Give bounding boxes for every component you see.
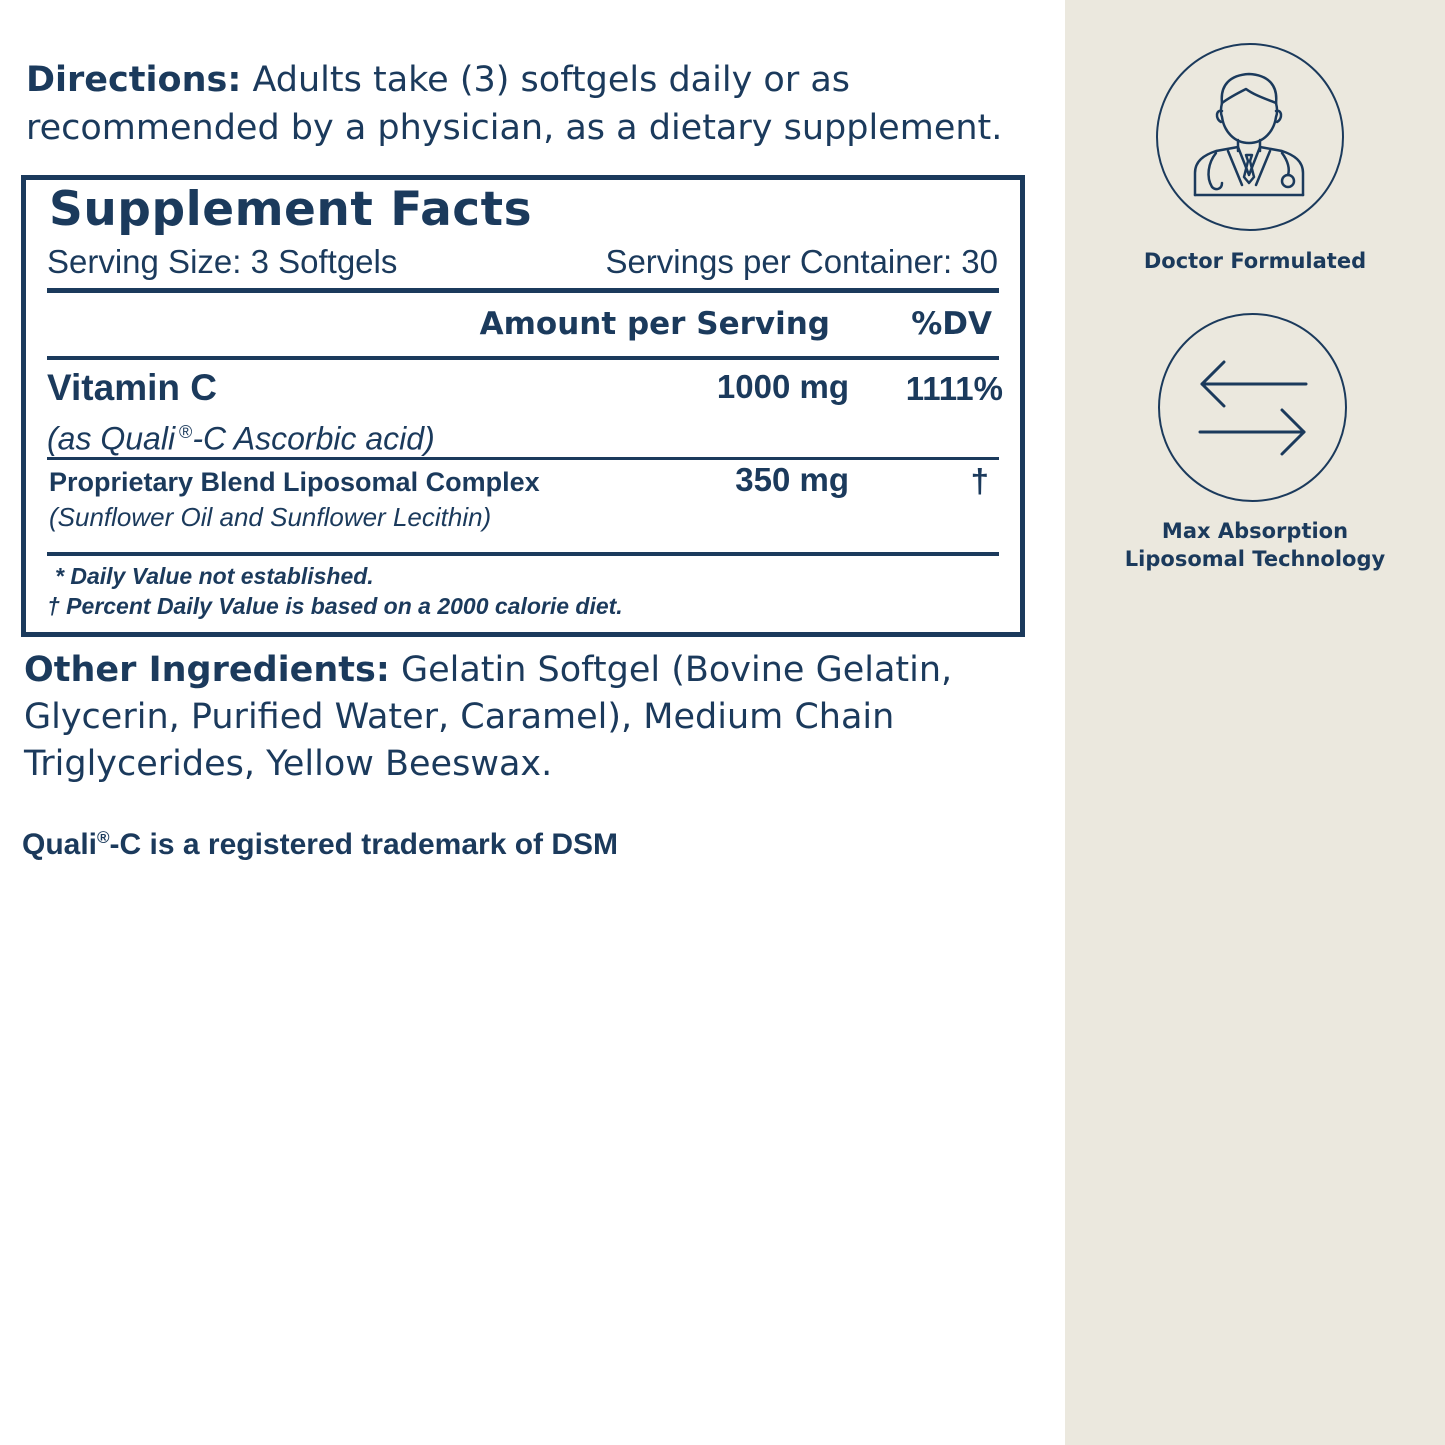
serving-size: Serving Size: 3 Softgels xyxy=(47,243,398,280)
ingredient-source: (Sunflower Oil and Sunflower Lecithin) xyxy=(49,502,492,532)
badge-label-max-absorption xyxy=(1065,517,1445,573)
divider-row xyxy=(47,457,999,460)
benefits-sidebar xyxy=(1065,0,1445,1445)
servings-per-container: Servings per Container: 30 xyxy=(605,243,998,280)
ingredient-dv: † xyxy=(970,462,989,499)
ingredient-source xyxy=(47,412,435,459)
other-ingredients-body: Gelatin Softgel (Bovine Gelatin, Glycerin, Purified Water, Caramel), Medium Chain Triglycerides, Yellow Beeswax. xyxy=(24,650,953,784)
ingredient-name: Proprietary Blend Liposomal Complex xyxy=(49,467,540,497)
doctor-icon xyxy=(1158,45,1341,228)
trademark-prefix: Quali xyxy=(22,828,98,861)
ingredient-dv: 1111% xyxy=(905,370,1003,407)
divider-header xyxy=(47,356,999,360)
ingredient-source-suffix: -C Ascorbic acid) xyxy=(192,420,435,457)
ingredient-name: Vitamin C xyxy=(47,367,217,408)
directions-label: Directions: xyxy=(26,60,242,100)
doctor-badge-circle xyxy=(1156,43,1344,231)
trademark-notice xyxy=(22,818,618,865)
divider-footer xyxy=(47,552,999,556)
daily-value-header: %DV xyxy=(911,306,992,342)
ingredient-amount: 350 mg xyxy=(735,461,849,498)
other-ingredients-label: Other Ingredients: xyxy=(24,650,390,690)
directions-body: Adults take (3) softgels daily or as recommended by a physician, as a dietary supplement. xyxy=(26,60,1003,148)
directions-text xyxy=(26,56,1036,152)
footnote-percent-dv: † Percent Daily Value is based on a 2000 calorie diet. xyxy=(47,593,623,619)
badge-label-line1: Max Absorption xyxy=(1161,519,1349,543)
registered-mark: ® xyxy=(179,422,193,442)
supplement-facts-title: Supplement Facts xyxy=(49,182,533,237)
ingredient-source-prefix: (as Quali xyxy=(47,420,176,457)
absorption-badge-circle xyxy=(1158,313,1347,502)
other-ingredients-text xyxy=(24,647,1024,788)
badge-label-doctor-formulated: Doctor Formulated xyxy=(1143,249,1367,273)
trademark-suffix: -C is a registered trademark of DSM xyxy=(109,828,619,861)
footnote-daily-value: * Daily Value not established. xyxy=(55,563,374,589)
registered-mark: ® xyxy=(97,828,110,847)
ingredient-amount: 1000 mg xyxy=(716,368,849,405)
divider-thick xyxy=(47,288,999,293)
amount-per-serving-header: Amount per Serving xyxy=(479,306,830,342)
badge-label-line2: Liposomal Technology xyxy=(1124,547,1386,571)
exchange-arrows-icon xyxy=(1160,315,1344,499)
